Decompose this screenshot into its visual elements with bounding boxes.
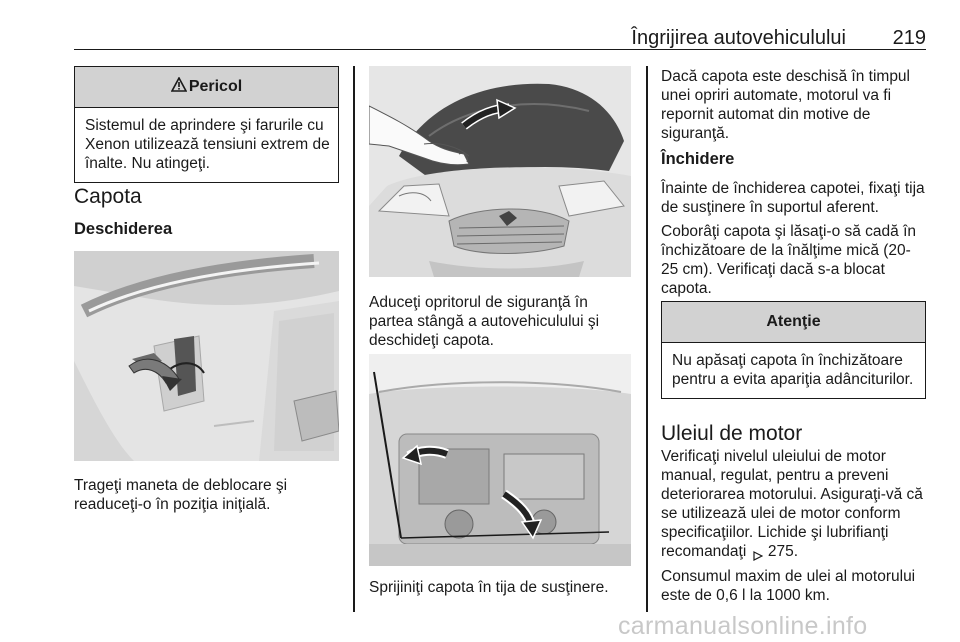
illustration-release-lever [74, 251, 339, 461]
warning-triangle-icon [171, 77, 187, 97]
subheading-closing: Închidere [661, 150, 735, 168]
step-1-text: Trageţi maneta de deblocare şi readuceţi-o în poziţia iniţială. [74, 477, 288, 513]
caution-box [661, 301, 926, 399]
page-header [74, 26, 926, 50]
page-reference-icon [753, 547, 763, 557]
engine-oil-text-2: Consumul maxim de ulei al motorului este de 0,6 l la 1000 km. [661, 568, 916, 604]
page-number: 219 [892, 27, 926, 49]
caution-box-header [662, 302, 925, 343]
subheading-opening: Deschiderea [74, 220, 173, 238]
step-2-text: Aduceţi opritorul de siguranţă în partea stângă a autovehiculului şi deschideţi capota. [369, 294, 600, 349]
column-divider [646, 66, 648, 612]
engine-oil-ref-page[interactable]: 275. [767, 543, 799, 560]
column-left [74, 66, 339, 238]
section-heading-engine-oil: Uleiul de motor [661, 422, 803, 445]
engine-oil-text-1-body: Verificaţi nivelul uleiului de motor manual, regulat, pentru a preveni deteriorarea motorului. Asiguraţi-vă că se utilizează ulei de motor conform specificaţiilor. Lichide şi lubrifianţi recomandaţi [661, 448, 923, 560]
watermark: carmanualsonline.info [618, 612, 868, 640]
danger-box-title: Pericol [188, 78, 243, 95]
illustration-hood-support-rod [369, 354, 631, 566]
closing-text-2: Coborâţi capota şi lăsaţi-o să cadă în închizătoare de la înălţime mică (20-25 cm). Verificaţi dacă s-a blocat capota. [661, 223, 917, 297]
caution-box-text: Nu apăsaţi capota în închizătoare pentru a evita apariţia adânciturilor. [672, 352, 914, 388]
caution-box-title: Atenţie [766, 313, 821, 330]
auto-start-text: Dacă capota este deschisă în timpul unei opriri automate, motorul va fi repornit automat din motive de siguranţă. [661, 68, 910, 142]
danger-box-text: Sistemul de aprindere şi farurile cu Xenon utilizează tensiuni extrem de înalte. Nu atingeţi. [85, 117, 330, 172]
section-heading-capota: Capota [74, 185, 142, 208]
step-3-text: Sprijiniţi capota în tija de susţinere. [369, 579, 609, 596]
engine-oil-text-1 [661, 447, 926, 561]
column-divider [353, 66, 355, 612]
illustration-hood-release-catch [369, 66, 631, 277]
danger-box-header [75, 67, 338, 108]
danger-box [74, 66, 339, 183]
closing-text-1: Înainte de închiderea capotei, fixaţi tija de susţinere în suportul aferent. [661, 180, 925, 216]
section-title: Îngrijirea autovehiculului [631, 27, 846, 49]
